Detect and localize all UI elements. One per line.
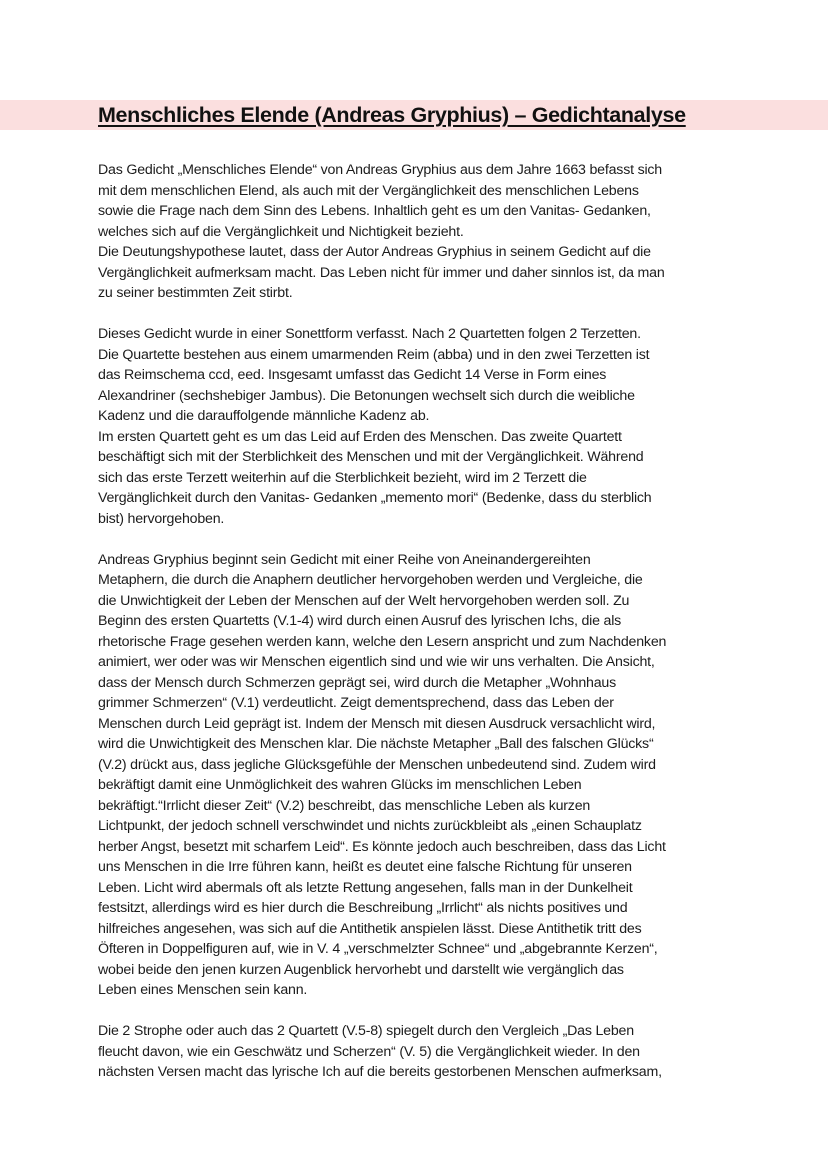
text-line: Im ersten Quartett geht es um das Leid auf Erden des Menschen. Das zweite Quartett: [98, 428, 622, 445]
text-line: Öfteren in Doppelfiguren auf, wie in V. 4 „verschmelzter Schnee“ und „abgebrannte Kerzen“,: [98, 941, 658, 957]
text-line: dass der Mensch durch Schmerzen geprägt sei, wird durch die Metapher „Wohnhaus: [98, 674, 617, 691]
text-line: grimmer Schmerzen“ (V.1) verdeutlicht. Zeigt dementsprechend, dass das Leben der: [98, 695, 614, 711]
text-line: wobei beide den jenen kurzen Augenblick hervorhebt und darstellt wie vergänglich das: [98, 961, 624, 978]
paragraph-form-and-structure: [98, 324, 738, 529]
text-line: fleucht davon, wie ein Geschwätz und Scherzen“ (V. 5) die Vergänglichkeit wieder. In den: [98, 1043, 640, 1060]
text-line: die Unwichtigkeit der Leben der Menschen auf der Welt hervorgehoben werden soll. Zu: [98, 592, 630, 609]
text-line: bist) hervorgehoben.: [98, 510, 225, 527]
text-line: festsitzt, allerdings wird es hier durch die Beschreibung „Irrlicht“ als nichts positives und: [98, 900, 628, 916]
text-line: (V.2) drückt aus, dass jegliche Glücksgefühle der Menschen unbedeutend sind. Zudem wird: [98, 756, 656, 773]
paragraph-second-quartet-analysis: [98, 1021, 738, 1083]
text-line: Vergänglichkeit durch den Vanitas- Gedanken „memento mori“ (Bedenke, dass du sterblich: [98, 490, 652, 506]
text-line: sowie die Frage nach dem Sinn des Lebens. Inhaltlich geht es um den Vanitas- Gedanken,: [98, 203, 651, 219]
text-line: Lichtpunkt, der jedoch schnell verschwindet und nichts zurückbleibt als „einen Schauplatz: [98, 818, 642, 834]
text-line: animiert, wer oder was wir Menschen eigentlich sind und wie wir uns verhalten. Die Ansicht,: [98, 654, 655, 670]
text-line: nächsten Versen macht das lyrische Ich auf die bereits gestorbenen Menschen aufmerksam,: [98, 1064, 662, 1080]
text-line: Menschen durch Leid geprägt ist. Indem der Mensch mit diesen Ausdruck versachlicht wird,: [98, 715, 656, 732]
text-line: mit dem menschlichen Elend, als auch mit der Vergänglichkeit des menschlichen Lebens: [98, 182, 639, 199]
text-line: Die 2 Strophe oder auch das 2 Quartett (V.5-8) spiegelt durch den Vergleich „Das Leben: [98, 1023, 634, 1039]
text-line: Dieses Gedicht wurde in einer Sonettform verfasst. Nach 2 Quartetten folgen 2 Terzetten.: [98, 326, 641, 342]
text-line: wird die Unwichtigkeit des Menschen klar. Die nächste Metapher „Ball des falschen Glücks“: [98, 736, 654, 752]
text-line: Vergänglichkeit aufmerksam macht. Das Leben nicht für immer und daher sinnlos ist, da man: [98, 264, 665, 281]
text-line: beschäftigt sich mit der Sterblichkeit des Menschen und mit der Vergänglichkeit. Während: [98, 449, 644, 465]
text-line: Beginn des ersten Quartetts (V.1-4) wird durch einen Ausruf des lyrischen Ichs, die als: [98, 613, 622, 629]
text-line: das Reimschema ccd, eed. Insgesamt umfasst das Gedicht 14 Verse in Form eines: [98, 367, 607, 383]
text-line: Das Gedicht „Menschliches Elende“ von Andreas Gryphius aus dem Jahre 1663 befasst sich: [98, 162, 663, 178]
text-line: herber Angst, besetzt mit scharfem Leid“. Es könnte jedoch auch beschreiben, dass das Licht: [98, 838, 666, 855]
text-line: bekräftigt.“Irrlicht dieser Zeit“ (V.2) beschreibt, das menschliche Leben als kurzen: [98, 797, 591, 814]
paragraph-introduction: [98, 160, 738, 304]
paragraph-first-quartet-analysis: [98, 550, 738, 1001]
text-line: Kadenz und die darauffolgende männliche Kadenz ab.: [98, 408, 430, 424]
text-line: hilfreiches angesehen, was sich auf die Antithetik anspielen lässt. Diese Antithetik tritt des: [98, 920, 642, 937]
text-line: Die Deutungshypothese lautet, dass der Autor Andreas Gryphius in seinem Gedicht auf die: [98, 244, 651, 260]
text-line: Alexandriner (sechshebiger Jambus). Die Betonungen wechselt sich durch die weibliche: [98, 387, 635, 404]
text-line: Andreas Gryphius beginnt sein Gedicht mit einer Reihe von Aneinandergereihten: [98, 551, 591, 568]
document-body: [98, 160, 738, 1103]
text-line: bekräftigt damit eine Unmöglichkeit des wahren Glücks im menschlichen Leben: [98, 777, 582, 793]
text-line: Leben. Licht wird abermals oft als letzte Rettung angesehen, falls man in der Dunkelheit: [98, 879, 633, 896]
document-title: Menschliches Elende (Andreas Gryphius) – Gedichtanalyse: [98, 103, 686, 127]
text-line: uns Menschen in die Irre führen kann, heißt es deutet eine falsche Richtung für unseren: [98, 859, 632, 875]
text-line: Metaphern, die durch die Anaphern deutlicher hervorgehoben werden und Vergleiche, die: [98, 572, 643, 588]
text-line: sich das erste Terzett weiterhin auf die Sterblichkeit bezieht, wird im 2 Terzett die: [98, 469, 587, 486]
text-line: rhetorische Frage gesehen werden kann, welche den Lesern anspricht und zum Nachdenken: [98, 633, 667, 650]
text-line: Leben eines Menschen sein kann.: [98, 982, 308, 998]
text-line: welches sich auf die Vergänglichkeit und Nichtigkeit bezieht.: [98, 223, 464, 240]
text-line: zu seiner bestimmten Zeit stirbt.: [98, 285, 293, 301]
text-line: Die Quartette bestehen aus einem umarmenden Reim (abba) und in den zwei Terzetten ist: [98, 346, 650, 363]
